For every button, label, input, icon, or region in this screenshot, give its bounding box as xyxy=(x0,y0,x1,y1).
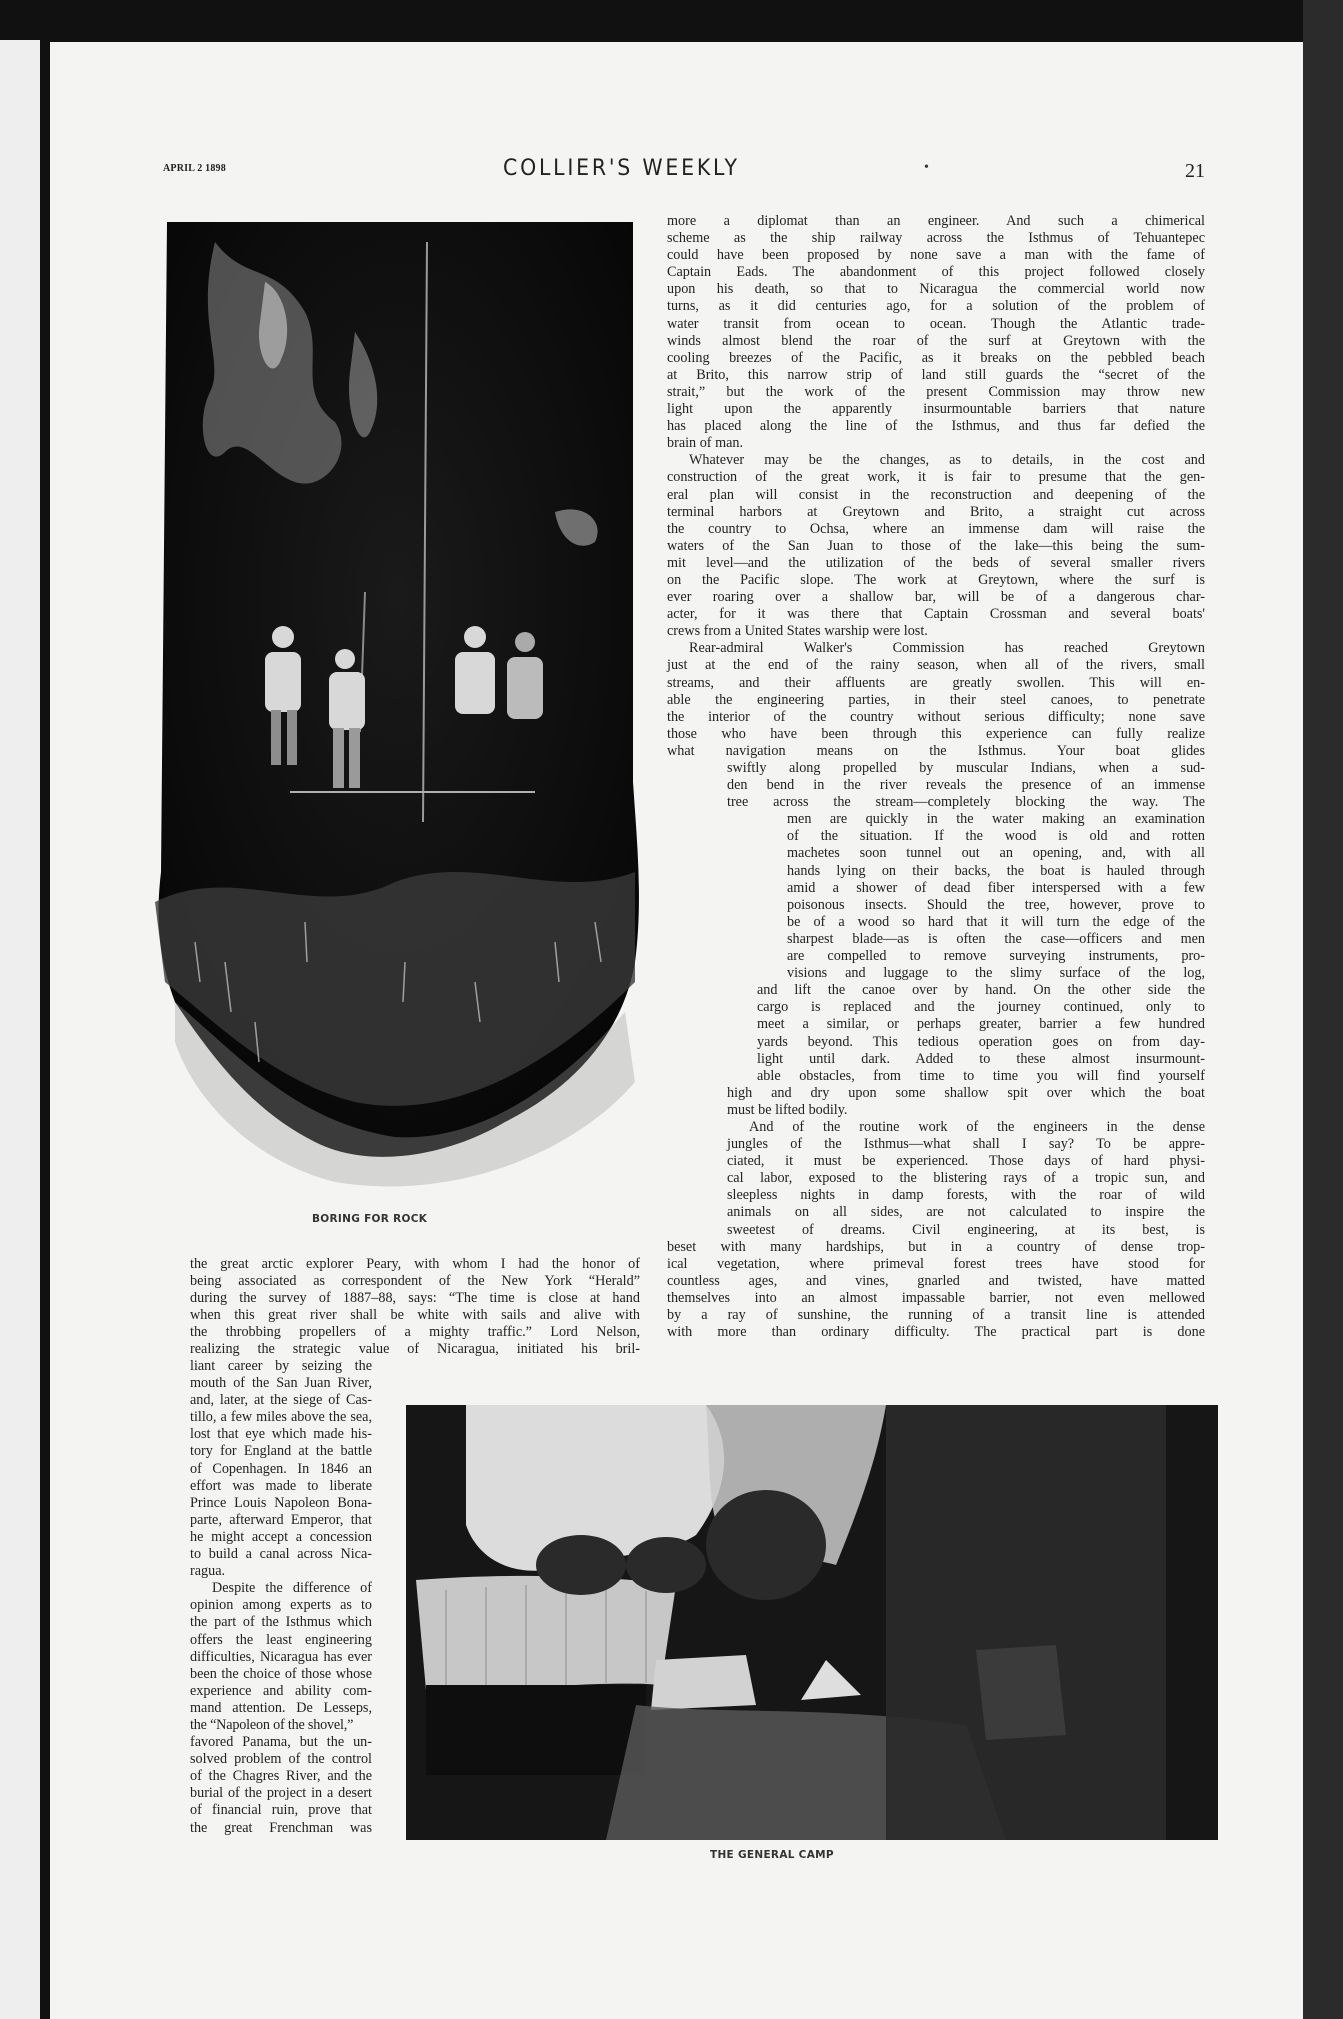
text-line: construction of the great work, it is fair to presume that the gen- xyxy=(667,469,1205,486)
text-line: strait,” but the work of the present Commission may throw new xyxy=(667,383,1205,400)
text-line: effort was made to liberate xyxy=(190,1477,372,1494)
text-line: eral plan will consist in the reconstruction and deepening of the xyxy=(667,486,1205,503)
text-line: Whatever may be the changes, as to details, in the cost and xyxy=(689,452,1205,469)
text-line: turns, as it did centuries ago, for a solution of the problem of xyxy=(667,298,1205,315)
scan-top-edge xyxy=(0,0,1343,45)
text-line: tillo, a few miles above the sea, xyxy=(190,1409,372,1426)
text-line: waters of the San Juan to those of the lake—this being the sum- xyxy=(667,537,1205,554)
binding-gutter xyxy=(40,40,50,2019)
text-line: Rear-admiral Walker's Commission has reached Greytown xyxy=(689,640,1205,657)
text-line: hands lying on their backs, the boat is hauled through xyxy=(787,862,1205,879)
text-line: winds almost blend the roar of the surf at Greytown with the xyxy=(667,332,1205,349)
text-line: poisonous insects. Should the tree, however, prove to xyxy=(787,896,1205,913)
text-line: of the situation. If the wood is old and rotten xyxy=(787,828,1205,845)
text-line: are compelled to remove surveying instruments, pro- xyxy=(787,948,1205,965)
masthead-title: COLLIER'S WEEKLY xyxy=(503,156,740,181)
text-line: burial of the project in a desert xyxy=(190,1785,372,1802)
text-line: streams, and their affluents are greatly swollen. This will en- xyxy=(667,674,1205,691)
text-line: able the engineering parties, in their steel canoes, to penetrate xyxy=(667,691,1205,708)
text-line: swiftly along propelled by muscular Indians, when a sud- xyxy=(727,760,1205,776)
text-line: yards beyond. This tedious operation goes on from day- xyxy=(757,1033,1205,1050)
text-line: Despite the difference of xyxy=(212,1580,372,1597)
text-line: favored Panama, but the un- xyxy=(190,1734,372,1751)
text-line: the throbbing propellers of a mighty traffic.” Lord Nelson, xyxy=(190,1324,640,1341)
thatched-hut xyxy=(416,1576,676,1690)
photo-boring-for-rock xyxy=(155,222,645,1202)
figure-caption-boring-for-rock: BORING FOR ROCK xyxy=(312,1213,428,1225)
text-line: ragua. xyxy=(190,1563,226,1580)
text-line: of the Chagres River, and the xyxy=(190,1768,372,1785)
text-line: sleepless nights in damp forests, with the roar of wild xyxy=(727,1187,1205,1204)
text-line: and lift the canoe over by hand. On the other side the xyxy=(757,982,1205,999)
text-line: beset with many hardships, but in a country of dense trop- xyxy=(667,1238,1205,1255)
text-line: light until dark. Added to these almost insurmount- xyxy=(757,1050,1205,1067)
figure-caption-general-camp: THE GENERAL CAMP xyxy=(710,1849,834,1861)
text-line: mouth of the San Juan River, xyxy=(190,1375,372,1392)
text-line: those who have been through this experience can fully realize xyxy=(667,725,1205,742)
text-line: themselves into an almost impassable barrier, not even mellowed xyxy=(667,1289,1205,1306)
text-line: visions and luggage to the slimy surface of the log, xyxy=(787,965,1205,982)
article-text-left-narrow xyxy=(190,1358,372,1837)
text-line: to build a canal across Nica- xyxy=(190,1546,372,1563)
text-line: what navigation means on the Isthmus. Your boat glides xyxy=(667,742,1205,759)
text-line: must be lifted bodily. xyxy=(727,1101,848,1118)
text-line: ical vegetation, where primeval forest trees have stood for xyxy=(667,1255,1205,1272)
photo-general-camp xyxy=(406,1405,1218,1840)
text-line: animals on all sides, are not calculated to inspire the xyxy=(727,1204,1205,1221)
text-line: amid a shower of dead fiber interspersed with a few xyxy=(787,879,1205,896)
text-line: cargo is replaced and the journey continued, only to xyxy=(757,999,1205,1016)
text-line: the interior of the country without serious difficulty; none save xyxy=(667,708,1205,725)
article-text-right-column xyxy=(667,213,1205,1341)
text-line: scheme as the ship railway across the Isthmus of Tehuantepec xyxy=(667,230,1205,247)
text-line: just at the end of the rainy season, when all of the rivers, small xyxy=(667,657,1205,674)
text-line: ciated, it must be experienced. Those days of hard physi- xyxy=(727,1153,1205,1170)
text-line: the great arctic explorer Peary, with whom I had the honor of xyxy=(190,1256,640,1272)
text-line: at Brito, this narrow strip of land still guards the “secret of the xyxy=(667,366,1205,383)
text-line: of Copenhagen. In 1846 an xyxy=(190,1460,372,1477)
text-line: realizing the strategic value of Nicaragua, initiated his bril- xyxy=(190,1341,640,1358)
text-line: during the survey of 1887–88, says: “The time is close at hand xyxy=(190,1290,640,1307)
text-line: liant career by seizing the xyxy=(190,1358,372,1374)
text-line: brain of man. xyxy=(667,435,744,452)
text-line: being associated as correspondent of the New York “Herald” xyxy=(190,1273,640,1290)
text-line: crews from a United States warship were lost. xyxy=(667,623,928,640)
text-line: the great Frenchman was xyxy=(190,1819,372,1836)
text-line: able obstacles, from time to time you will find yourself xyxy=(757,1067,1205,1084)
text-line: tree across the stream—completely blocking the way. The xyxy=(727,794,1205,811)
text-line: of financial ruin, prove that xyxy=(190,1802,372,1819)
text-line: opinion among experts as to xyxy=(190,1597,372,1614)
text-line: be of a wood so hard that it will turn the edge of the xyxy=(787,913,1205,930)
text-line: machetes soon tunnel out an opening, and, with all xyxy=(787,845,1205,862)
text-line: has placed along the line of the Isthmus, and thus far defied the xyxy=(667,418,1205,435)
text-line: meet a similar, or perhaps greater, barrier a few hundred xyxy=(757,1016,1205,1033)
text-line: water transit from ocean to ocean. Though the Atlantic trade- xyxy=(667,315,1205,332)
text-line: difficulties, Nicaragua has ever xyxy=(190,1648,372,1665)
text-line: high and dry upon some shallow spit over which the boat xyxy=(727,1084,1205,1101)
text-line: with more than ordinary difficulty. The practical part is done xyxy=(667,1324,1205,1341)
text-line: by a ray of sunshine, the running of a transit line is attended xyxy=(667,1307,1205,1323)
text-line: acter, for it was there that Captain Crossman and several boats' xyxy=(667,606,1205,623)
text-line: light upon the apparently insurmountable barriers that nature xyxy=(667,401,1205,418)
header-ornament: • xyxy=(924,160,929,175)
text-line: lost that eye which made his- xyxy=(190,1426,372,1443)
text-line: mit level—and the utilization of the beds of several smaller rivers xyxy=(667,554,1205,571)
text-line: the “Napoleon of the shovel,” xyxy=(190,1716,354,1733)
text-line: more a diplomat than an engineer. And such a chimerical xyxy=(667,213,1205,229)
text-line: cal labor, exposed to the blistering rays of a tropic sun, and xyxy=(727,1170,1205,1187)
text-line: tory for England at the battle xyxy=(190,1443,372,1460)
facing-page-edge xyxy=(0,40,40,2019)
text-line: offers the least engineering xyxy=(190,1631,372,1648)
text-line: den bend in the river reveals the presence of an immense xyxy=(727,777,1205,794)
text-line: jungles of the Isthmus—what shall I say? To be appre- xyxy=(727,1136,1205,1153)
text-line: on the Pacific slope. The work at Greytown, where the surf is xyxy=(667,571,1205,588)
text-line: men are quickly in the water making an examination xyxy=(787,811,1205,828)
text-line: upon his death, so that to Nicaragua the commercial world now xyxy=(667,281,1205,298)
issue-date: APRIL 2 1898 xyxy=(163,163,226,174)
text-line: ever roaring over a shallow bar, will be of a dangerous char- xyxy=(667,589,1205,606)
text-line: sweetest of dreams. Civil engineering, at its best, is xyxy=(727,1221,1205,1238)
text-line: he might accept a concession xyxy=(190,1528,372,1545)
text-line: cooling breezes of the Pacific, as it breaks on the pebbled beach xyxy=(667,349,1205,366)
text-line: Captain Eads. The abandonment of this project followed closely xyxy=(667,264,1205,281)
article-text-left-wide xyxy=(190,1256,640,1359)
text-line: terminal harbors at Greytown and Brito, a straight cut across xyxy=(667,503,1205,520)
text-line: experience and ability com- xyxy=(190,1682,372,1699)
page-number: 21 xyxy=(1185,160,1205,182)
text-line: mand attention. De Lesseps, xyxy=(190,1699,372,1716)
text-line: been the choice of those whose xyxy=(190,1665,372,1682)
text-line: could have been proposed by none save a man with the fame of xyxy=(667,247,1205,264)
text-line: Prince Louis Napoleon Bona- xyxy=(190,1494,372,1511)
text-line: when this great river shall be white with sails and alive with xyxy=(190,1307,640,1324)
text-line: countless ages, and vines, gnarled and twisted, have matted xyxy=(667,1272,1205,1289)
tent-1 xyxy=(651,1655,756,1710)
text-line: sharpest blade—as is often the case—officers and men xyxy=(787,930,1205,947)
text-line: and, later, at the siege of Cas- xyxy=(190,1392,372,1409)
text-line: And of the routine work of the engineers in the dense xyxy=(749,1118,1205,1135)
text-line: the part of the Isthmus which xyxy=(190,1614,372,1631)
text-line: solved problem of the control xyxy=(190,1751,372,1768)
scan-right-edge xyxy=(1303,0,1343,2019)
hut-wall xyxy=(426,1685,646,1775)
text-line: parte, afterward Emperor, that xyxy=(190,1511,372,1528)
text-line: the country to Ochsa, where an immense dam will raise the xyxy=(667,520,1205,537)
